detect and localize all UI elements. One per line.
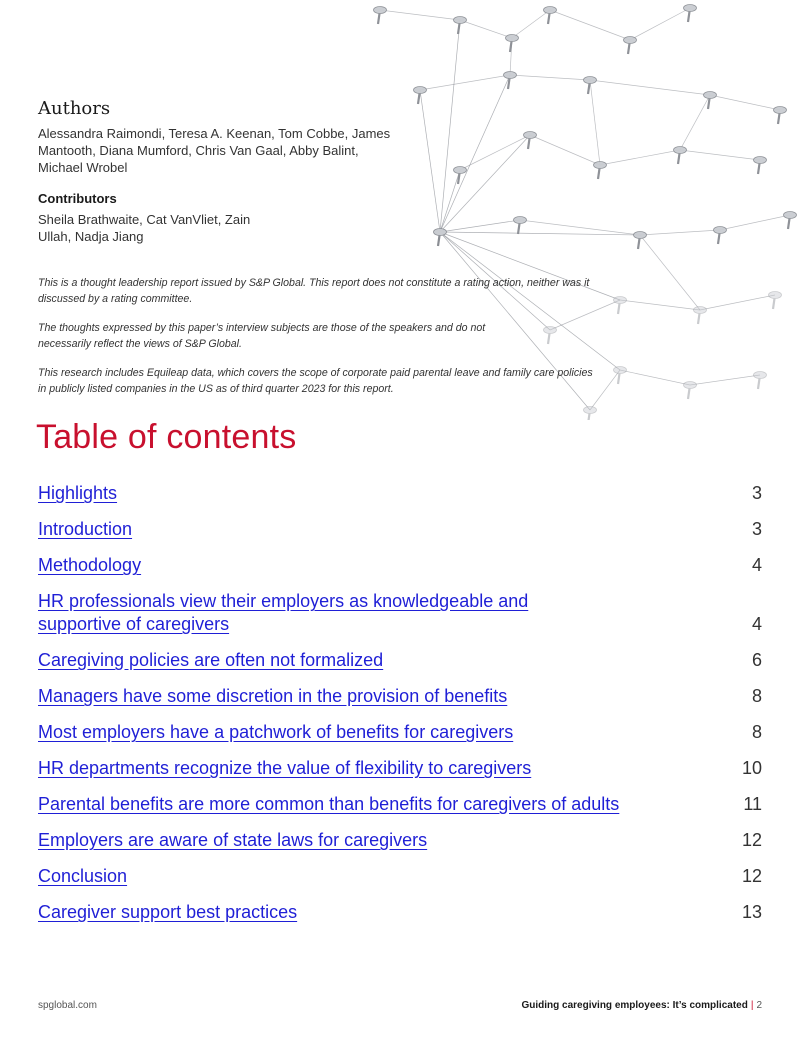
thread-line (600, 150, 680, 165)
thread-line (460, 135, 530, 170)
thread-line (620, 300, 700, 310)
thread-line (520, 220, 640, 235)
thread-line (380, 10, 460, 20)
toc-page-number: 13 (741, 902, 762, 922)
thread-line (700, 295, 775, 310)
toc-item (38, 901, 762, 924)
pin-head (694, 307, 707, 325)
pin-head (594, 162, 607, 180)
footer-page-number: 2 (756, 1000, 762, 1011)
toc-item (38, 721, 762, 744)
thread-line (460, 20, 512, 38)
pin-head (714, 227, 727, 245)
toc-link-methodology[interactable]: Methodology (38, 555, 142, 575)
pin-head (754, 157, 767, 175)
pin-head (754, 372, 767, 390)
toc-link-introduction[interactable]: Introduction (38, 519, 133, 539)
toc-item (38, 757, 762, 780)
pin-head (784, 212, 797, 230)
thread-line (420, 90, 440, 232)
pin-head (544, 327, 557, 345)
authors-heading: Authors (38, 98, 111, 119)
toc-page-number: 11 (743, 794, 762, 814)
pin-head (704, 92, 717, 110)
pin-head (374, 7, 387, 25)
thread-line (620, 370, 690, 385)
footer-doc-info (521, 1000, 762, 1011)
thread-line (590, 80, 600, 165)
toc-link-hr-professionals[interactable]: HR professionals view their employers as knowledgeable and supportive of caregivers (38, 591, 529, 634)
toc-page-number: 8 (751, 686, 762, 706)
pin-head (624, 37, 637, 55)
toc-link-patchwork-benefits[interactable]: Most employers have a patchwork of benefits for caregivers (38, 722, 514, 742)
thread-line (420, 75, 510, 90)
thread-line (630, 8, 690, 40)
thread-line (440, 232, 640, 235)
toc-page-number: 10 (741, 758, 762, 778)
pin-head (584, 407, 597, 421)
toc-item (38, 518, 762, 541)
thread-line (640, 230, 720, 235)
pin-head (514, 217, 527, 235)
pin-head (544, 7, 557, 25)
toc-page-number: 3 (751, 483, 762, 503)
toc-item (38, 482, 762, 505)
toc-page-number: 12 (741, 830, 762, 850)
footer-site: spglobal.com (38, 1000, 97, 1011)
thread-line (680, 150, 760, 160)
thread-line (680, 95, 710, 150)
toc-page-number: 8 (751, 722, 762, 742)
footer-doc-title: Guiding caregiving employees: It’s complicated (521, 1000, 748, 1011)
thread-line (710, 95, 780, 110)
toc-page-number: 3 (751, 519, 762, 539)
pin-head (614, 367, 627, 385)
pin-head (614, 297, 627, 315)
disclaimer-rating: This is a thought leadership report issued by S&P Global. This report does not constitute a rating action, neither was it discussed by a rating committee. (38, 277, 590, 305)
pin-head (584, 77, 597, 95)
thread-line (720, 215, 790, 230)
disclaimer-views: The thoughts expressed by this paper’s interview subjects are those of the speakers and do not necessarily reflect the views of S&P Global. (38, 322, 486, 350)
toc-title: Table of contents (36, 418, 297, 456)
pin-head (414, 87, 427, 105)
toc-page-number: 12 (741, 866, 762, 886)
pin-head (769, 292, 782, 310)
toc-link-state-laws[interactable]: Employers are aware of state laws for caregivers (38, 830, 428, 850)
toc-page-number: 6 (751, 650, 762, 670)
toc-link-policies-not-formalized[interactable]: Caregiving policies are often not formalized (38, 650, 384, 670)
pin-head (684, 382, 697, 400)
pin-head (684, 5, 697, 23)
toc-page-number: 4 (751, 614, 762, 634)
toc-item (38, 829, 762, 852)
thread-line (550, 10, 630, 40)
toc-item (38, 649, 762, 672)
pin-head (454, 167, 467, 185)
thread-line (510, 75, 590, 80)
toc-link-conclusion[interactable]: Conclusion (38, 866, 128, 886)
thread-line (690, 375, 760, 385)
thread-line (530, 135, 600, 165)
pin-head (774, 107, 787, 125)
toc-item (38, 865, 762, 888)
toc-link-highlights[interactable]: Highlights (38, 483, 118, 503)
authors-list: Alessandra Raimondi, Teresa A. Keenan, Tom Cobbe, James Mantooth, Diana Mumford, Chris Van Gaal, Abby Balint, Michael Wrobel (38, 126, 391, 175)
toc-item (38, 685, 762, 708)
toc-page-number: 4 (751, 555, 762, 575)
pin-head (506, 35, 519, 53)
thread-line (440, 220, 520, 232)
pin-head (504, 72, 517, 90)
thread-line (440, 75, 510, 232)
network-pins-image (360, 0, 800, 420)
toc-item (38, 554, 762, 577)
disclaimer-equileap: This research includes Equileap data, which covers the scope of corporate paid parental leave and family care policies in publicly listed companies in the US as of third quarter 2023 for this report. (38, 367, 593, 395)
contributors-list: Sheila Brathwaite, Cat VanVliet, Zain Ullah, Nadja Jiang (38, 212, 251, 244)
pin-head (674, 147, 687, 165)
pin-head (454, 17, 467, 35)
thread-line (512, 10, 550, 38)
toc-item (38, 590, 762, 636)
toc-link-parental-benefits[interactable]: Parental benefits are more common than benefits for caregivers of adults (38, 794, 620, 814)
toc-item (38, 793, 762, 816)
contributors-heading: Contributors (38, 191, 117, 206)
toc-link-best-practices[interactable]: Caregiver support best practices (38, 902, 298, 922)
thread-line (640, 235, 700, 310)
thread-line (590, 80, 710, 95)
footer-separator: | (750, 1000, 754, 1011)
toc-link-manager-discretion[interactable]: Managers have some discretion in the provision of benefits (38, 686, 508, 706)
toc-link-flexibility[interactable]: HR departments recognize the value of flexibility to caregivers (38, 758, 532, 778)
